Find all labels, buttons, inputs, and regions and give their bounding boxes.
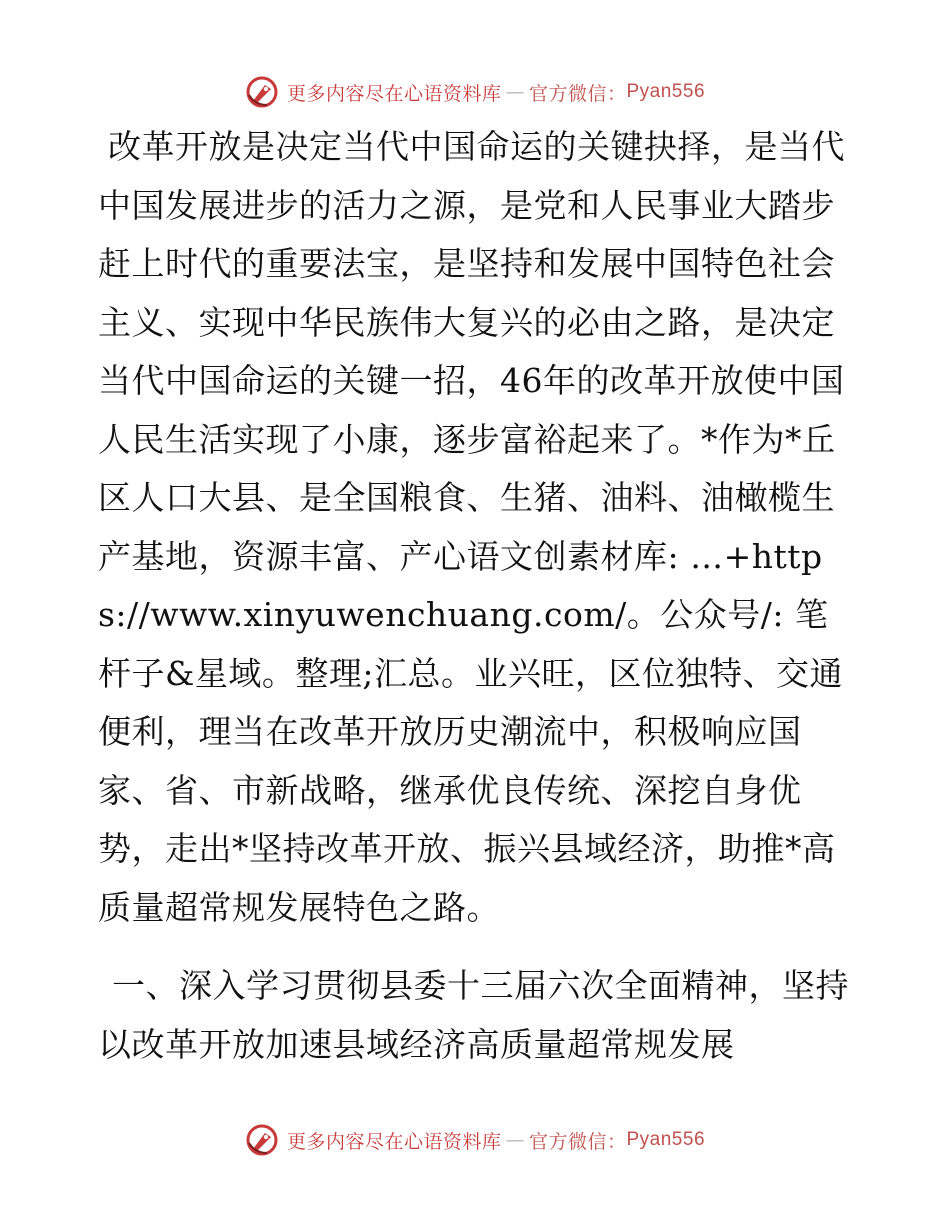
banner-wechat-label: 官方微信：	[528, 1130, 627, 1153]
banner-wechat-label: 官方微信：	[528, 82, 627, 105]
body-paragraph: 改革开放是决定当代中国命运的关键抉择，是当代中国发展进步的活力之源，是党和人民事业大踏步赶上时代的重要法宝，是坚持和发展中国特色社会主义、实现中华民族伟大复兴的必由之路，是决定当代中国命运的关键一招，46年的改革开放使中国人民生活实现了小康，逐步富裕起来了。*作为*丘区人口大县、是全国粮食、生猪、油料、油橄榄生产基地，资源丰富、产心语文创素材库: …+https://www.xinyuwenchuang.com/。公众号/: 笔杆子&星域。整理;汇总。业兴旺，区位独特、交通便利，理当在改革开放历史潮流中，积极响应国家、省、市新战略，继承优良传统、深挖自身优势，走出*坚持改革开放、振兴县域经济，助推*高质量超常规发展特色之路。	[98, 127, 845, 927]
header-banner	[0, 72, 950, 112]
section-heading: 一、深入学习贯彻县委十三届六次全面精神，坚持以改革开放加速县域经济高质量超常规发展	[98, 966, 849, 1064]
banner-text: 更多内容尽在心语资料库	[286, 82, 502, 105]
banner-text: 更多内容尽在心语资料库	[286, 1130, 502, 1153]
banner-separator: —	[505, 1129, 525, 1151]
footer-banner	[0, 1120, 950, 1160]
pen-nib-logo-icon	[245, 1123, 279, 1157]
banner-wechat-id: Pyan556	[626, 81, 706, 102]
banner-separator: —	[505, 81, 525, 103]
banner-wechat-id: Pyan556	[626, 1129, 706, 1150]
pen-nib-logo-icon	[245, 75, 279, 109]
document-body	[98, 118, 858, 1074]
